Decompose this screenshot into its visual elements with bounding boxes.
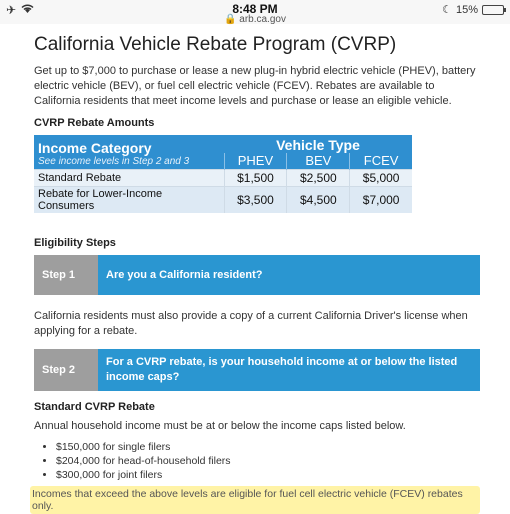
vehicle-type-header: Vehicle Type <box>224 135 412 153</box>
eligibility-heading: Eligibility Steps <box>34 237 116 249</box>
income-caps-list <box>34 440 480 482</box>
table-header-row <box>34 135 412 153</box>
status-bar <box>0 0 510 24</box>
list-item: • $300,000 for joint filers <box>56 468 480 482</box>
step-1-question: Are you a California resident? <box>98 255 480 295</box>
step-2-question: For a CVRP rebate, is your household income at or below the listed income caps? <box>98 349 480 391</box>
cell-value: $2,500 <box>287 170 350 187</box>
status-time: 8:48 PM <box>232 2 278 16</box>
cell-value: $1,500 <box>224 170 287 187</box>
step-1-label: Step 1 <box>34 255 98 295</box>
income-category-title: Income Category <box>38 139 152 156</box>
page-content <box>34 34 480 514</box>
row-label: Rebate for Lower-Income Consumers <box>34 187 224 214</box>
col-fcev: FCEV <box>350 153 412 170</box>
cell-value: $7,000 <box>350 187 412 214</box>
col-bev: BEV <box>287 153 350 170</box>
highlighted-note: Incomes that exceed the above levels are eligible for fuel cell electric vehicle (FCEV) rebates only. <box>30 486 480 514</box>
list-item: • $150,000 for single filers <box>56 440 480 454</box>
list-item: • $204,000 for head-of-household filers <box>56 454 480 468</box>
cell-value: $4,500 <box>287 187 350 214</box>
standard-rebate-heading: Standard CVRP Rebate <box>34 401 155 413</box>
table-row <box>34 187 412 214</box>
table-row <box>34 170 412 187</box>
step-2-label: Step 2 <box>34 349 98 391</box>
step-1-note: California residents must also provide a copy of a current California Driver's license when applying for a rebate. <box>34 310 468 337</box>
rebate-heading: CVRP Rebate Amounts <box>34 117 155 129</box>
lock-icon: 🔒 <box>224 14 237 25</box>
income-category-header <box>34 135 224 170</box>
cell-value: $5,000 <box>350 170 412 187</box>
cell-value: $3,500 <box>224 187 287 214</box>
step-2-accordion[interactable] <box>34 349 480 391</box>
step-1-accordion[interactable] <box>34 255 480 295</box>
intro-text: Get up to $7,000 to purchase or lease a new plug-in hybrid electric vehicle (PHEV), battery electric vehicle (BEV), or fuel cell electric vehicle (FCEV). Rebates are available to California residents that meet income levels and purchase or lease an eligible vehicle. <box>34 65 476 107</box>
url-text: arb.ca.gov <box>239 14 286 25</box>
battery-icon <box>482 5 504 15</box>
income-category-sub: See income levels in Step 2 and 3 <box>38 155 190 167</box>
col-phev: PHEV <box>224 153 287 170</box>
standard-rebate-text: Annual household income must be at or below the income caps listed below. <box>34 420 406 432</box>
airplane-icon: ✈ <box>6 3 17 17</box>
page-title: California Vehicle Rebate Program (CVRP) <box>34 34 397 55</box>
url-bar[interactable] <box>0 14 510 25</box>
rebate-table <box>34 135 412 213</box>
status-right <box>442 3 504 16</box>
moon-icon: ☾ <box>442 4 452 16</box>
row-label: Standard Rebate <box>34 170 224 187</box>
battery-percent: 15% <box>455 3 478 16</box>
